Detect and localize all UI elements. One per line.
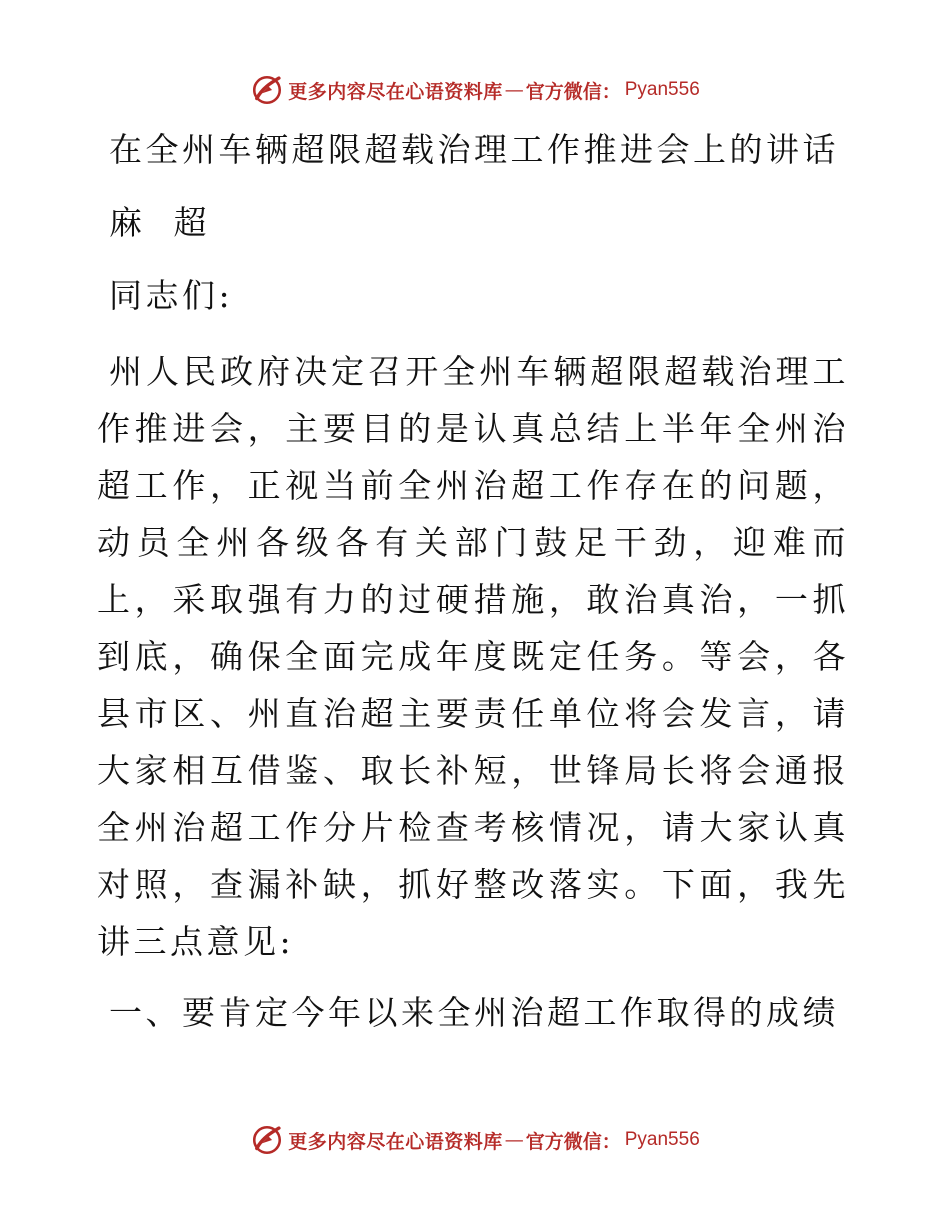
- watermark-separator: —: [504, 79, 524, 101]
- watermark-wechat-id: Pyan556: [624, 1129, 700, 1150]
- watermark-site-text: 更多内容尽在心语资料库: [288, 1130, 503, 1153]
- watermark-wechat-label: 官方微信：: [525, 1130, 621, 1153]
- footer-watermark: [0, 1120, 950, 1160]
- document-author: 麻 超: [109, 203, 210, 242]
- watermark-separator: —: [504, 1129, 524, 1151]
- pen-logo-icon: [250, 1123, 284, 1157]
- watermark-wechat-label: 官方微信：: [525, 80, 621, 103]
- document-title: 在全州车辆超限超载治理工作推进会上的讲话: [109, 130, 839, 169]
- watermark-wechat-id: Pyan556: [624, 79, 700, 100]
- section-heading: 一、要肯定今年以来全州治超工作取得的成绩: [109, 993, 839, 1032]
- body-paragraph: 州人民政府决定召开全州车辆超限超载治理工作推进会，主要目的是认真总结上半年全州治超工作，正视当前全州治超工作存在的问题，动员全州各级各有关部门鼓足干劲，迎难而上，采取强有力的过硬措施，敢治真治，一抓到底，确保全面完成年度既定任务。等会，各县市区、州直治超主要责任单位将会发言，请大家相互借鉴、取长补短，世锋局长将会通报全州治超工作分片检查考核情况，请大家认真对照，查漏补缺，抓好整改落实。下面，我先讲三点意见:: [97, 352, 849, 961]
- header-watermark: [0, 70, 950, 110]
- document-body: [97, 118, 857, 1041]
- pen-logo-icon: [250, 73, 284, 107]
- document-salutation: 同志们:: [109, 276, 234, 315]
- watermark-site-text: 更多内容尽在心语资料库: [288, 80, 503, 103]
